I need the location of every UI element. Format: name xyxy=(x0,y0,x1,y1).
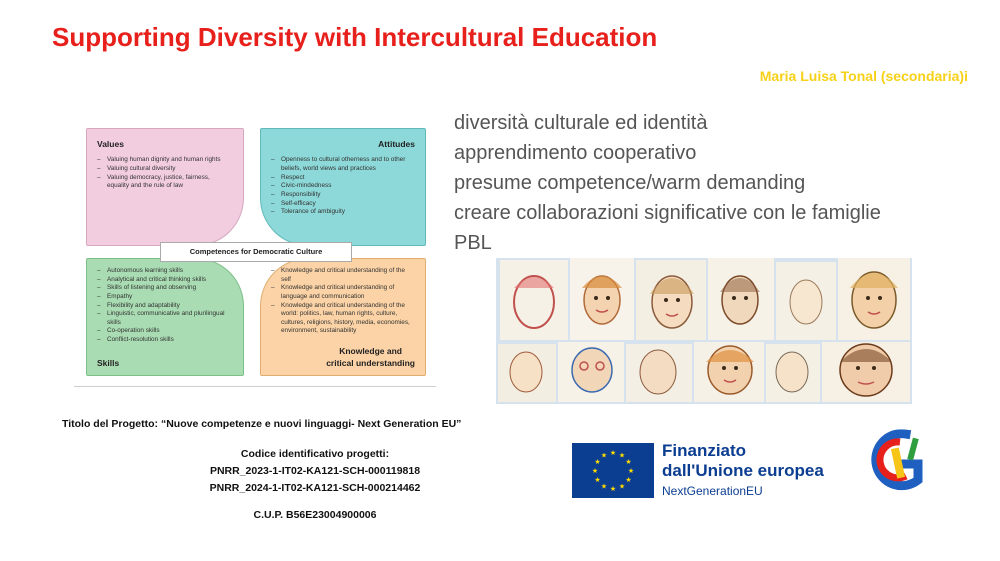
attitudes-quadrant xyxy=(260,128,426,246)
next-generation-eu-line: NextGenerationEU xyxy=(662,484,763,498)
eu-funded-line: Finanziato xyxy=(662,441,747,460)
values-item: – Valuing human dignity and human rights xyxy=(97,156,233,165)
svg-text:★: ★ xyxy=(600,482,608,491)
svg-text:★: ★ xyxy=(625,476,632,484)
topic-item: diversità culturale ed identità xyxy=(454,112,708,134)
eu-flag-icon xyxy=(572,443,654,498)
project-title: Titolo del Progetto: “Nuove competenze e nuovi linguaggi- Next Generation EU” xyxy=(62,418,462,430)
svg-text:★: ★ xyxy=(627,467,635,475)
school-logo-icon xyxy=(866,428,938,494)
knowledge-item: – Knowledge and critical understanding of language and communication xyxy=(271,284,415,301)
svg-text:★: ★ xyxy=(594,476,601,484)
slide-title: Supporting Diversity with Intercultural Education xyxy=(52,22,658,52)
svg-text:★: ★ xyxy=(600,451,608,460)
knowledge-heading xyxy=(326,346,415,369)
eu-union-line: dall'Unione europea xyxy=(662,461,824,480)
attitudes-item: – Civic-mindedness xyxy=(271,182,415,191)
skills-item: – Linguistic, communicative and plurilingual skills xyxy=(97,310,233,327)
project-code-1: PNRR_2023-1-IT02-KA121-SCH-000119818 xyxy=(209,465,421,477)
author-name: Maria Luisa Tonal (secondaria)i xyxy=(759,68,968,84)
svg-text:★: ★ xyxy=(618,482,626,491)
skills-item: – Skills of listening and observing xyxy=(97,284,233,293)
attitudes-item: – Tolerance of ambiguity xyxy=(271,208,415,217)
competences-diagram xyxy=(74,118,436,388)
attitudes-item: – Self-efficacy xyxy=(271,200,415,209)
topic-item: PBL xyxy=(454,232,492,254)
knowledge-item: – Knowledge and critical understanding of the self xyxy=(271,267,415,284)
knowledge-heading-line2: critical understanding xyxy=(326,357,415,368)
values-quadrant xyxy=(86,128,244,246)
knowledge-quadrant xyxy=(260,258,426,376)
skills-item: – Empathy xyxy=(97,293,233,302)
skills-item: – Co-operation skills xyxy=(97,327,233,336)
skills-item: – Autonomous learning skills xyxy=(97,267,233,276)
svg-text:★: ★ xyxy=(609,485,617,493)
attitudes-item: – Responsibility xyxy=(271,191,415,200)
attitudes-item: – Respect xyxy=(271,174,415,183)
skills-heading: Skills xyxy=(97,357,120,368)
values-item: – Valuing cultural diversity xyxy=(97,165,233,174)
knowledge-heading-line1: Knowledge and xyxy=(339,346,402,357)
knowledge-item: – Knowledge and critical understanding of the world: politics, law, human rights, culture, cultures, religions, history, media, economies, environment, sustainability xyxy=(271,302,415,337)
svg-text:★: ★ xyxy=(625,458,632,466)
skills-quadrant xyxy=(86,258,244,376)
attitudes-heading: Attitudes xyxy=(378,139,415,149)
skills-item: – Conflict-resolution skills xyxy=(97,336,233,345)
eu-funding-text xyxy=(662,441,824,501)
attitudes-item: – Openness to cultural otherness and to other beliefs, world views and practices xyxy=(271,156,415,173)
children-drawings-photo xyxy=(496,258,912,404)
skills-item: – Analytical and critical thinking skills xyxy=(97,276,233,285)
codes-label: Codice identificativo progetti: xyxy=(240,448,390,460)
project-codes xyxy=(150,446,480,524)
values-item: – Valuing democracy, justice, fairness, equality and the rule of law xyxy=(97,174,233,191)
center-label: Competences for Democratic Culture xyxy=(160,242,352,262)
svg-text:★: ★ xyxy=(594,458,601,466)
topic-list xyxy=(454,108,881,258)
cup-code: C.U.P. B56E23004900006 xyxy=(253,509,377,521)
svg-text:★: ★ xyxy=(609,449,617,457)
svg-text:★: ★ xyxy=(591,467,599,475)
project-code-2: PNRR_2024-1-IT02-KA121-SCH-000214462 xyxy=(209,482,421,494)
skills-item: – Flexibility and adaptability xyxy=(97,302,233,311)
drawings-image xyxy=(496,258,912,404)
topic-item: creare collaborazioni significative con le famiglie xyxy=(454,202,881,224)
svg-text:★: ★ xyxy=(618,451,626,460)
topic-item: apprendimento cooperativo xyxy=(454,142,697,164)
topic-item: presume competence/warm demanding xyxy=(454,172,806,194)
values-heading: Values xyxy=(97,139,124,149)
